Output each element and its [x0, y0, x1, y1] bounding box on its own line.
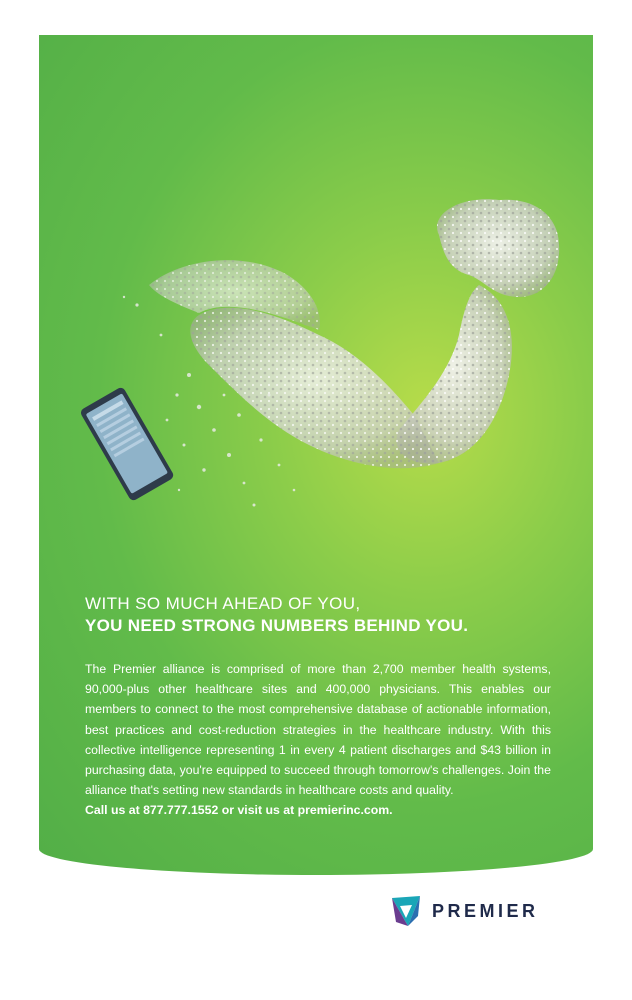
headline — [85, 593, 565, 637]
ad-panel — [39, 35, 593, 875]
body-copy — [85, 659, 551, 821]
tablet-device — [79, 386, 175, 502]
headline-line-2: YOU NEED STRONG NUMBERS BEHIND YOU. — [85, 616, 469, 635]
number-arm-illustration — [39, 35, 593, 555]
premier-logo-text: PREMIER — [432, 901, 539, 921]
headline-line-1: WITH SO MUCH AHEAD OF YOU, — [85, 594, 361, 613]
premier-logo — [388, 892, 558, 930]
call-to-action: Call us at 877.777.1552 or visit us at premierinc.com. — [85, 803, 393, 818]
premier-logo-mark-icon — [388, 892, 424, 930]
body-paragraph: The Premier alliance is comprised of more than 2,700 member health systems, 90,000-plus other healthcare sites and 400,000 physicians. This enables our members to connect to the most comprehensive database of actionable information, best practices and cost-reduction strategies in the healthcare industry. With this collective intelligence representing 1 in every 4 patient discharges and $43 billion in purchasing data, you're equipped to succeed through tomorrow's challenges. Join the alliance that's setting new standards in healthcare costs and quality. — [85, 662, 551, 798]
